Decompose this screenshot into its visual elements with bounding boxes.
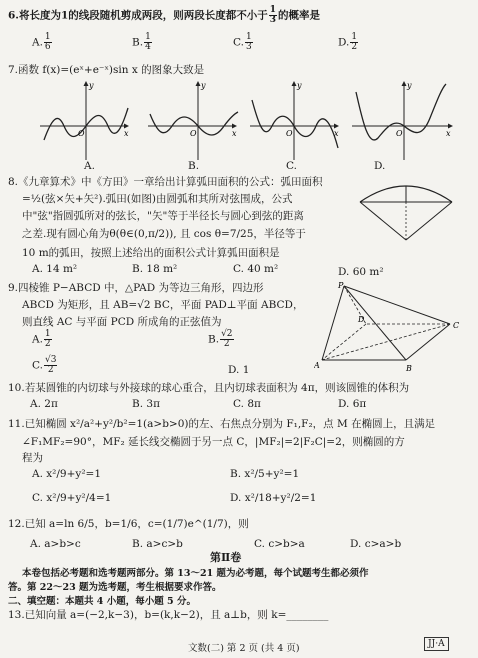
svg-text:O: O bbox=[190, 129, 197, 138]
q9-option-d: D. 1 bbox=[228, 364, 250, 376]
q8-line1: 8.《九章算术》中《方田》一章给出计算弧田面积的公式：弧田面积 bbox=[8, 176, 323, 188]
q11-option-a: A. x²/9+y²=1 bbox=[32, 468, 102, 480]
q6-stem-frac: $\frac{1}{3}$ bbox=[269, 5, 277, 25]
svg-text:y: y bbox=[89, 81, 94, 90]
q11-line3: 程为 bbox=[22, 452, 43, 464]
q6-stem bbox=[8, 6, 320, 25]
q9-pyramid-figure bbox=[314, 280, 464, 376]
q8-option-b: B. 18 m² bbox=[132, 263, 178, 275]
page-footer: 文数(二) 第 2 页 (共 4 页) bbox=[188, 643, 300, 654]
q10-option-d: D. 6π bbox=[338, 398, 367, 410]
q12-option-c: C. c>b>a bbox=[254, 538, 305, 550]
q7-graph-a bbox=[40, 81, 129, 160]
svg-text:O: O bbox=[396, 129, 403, 138]
q8-arc-figure bbox=[356, 176, 456, 244]
q11-line1: 11.已知椭圆 x²/a²+y²/b²=1(a>b>0)的左、右焦点分别为 F₁,F₂，点 M 在椭圆上，且满足 bbox=[8, 418, 436, 430]
svg-text:y: y bbox=[297, 81, 302, 90]
svg-text:O: O bbox=[78, 129, 85, 138]
q9-option-b: B. $\frac{√2}{2}$ bbox=[208, 329, 233, 349]
q7-stem: 7.函数 f(x)=(eˣ+e⁻ˣ)sin x 的图象大致是 bbox=[8, 64, 205, 76]
q6-option-c: C. $\frac{1}{3}$ bbox=[233, 32, 252, 52]
part2-title: 第Ⅱ卷 bbox=[210, 551, 242, 564]
svg-text:x: x bbox=[446, 129, 451, 138]
q10-option-c: C. 8π bbox=[233, 398, 261, 410]
q6-option-b: B. $\frac{1}{4}$ bbox=[132, 32, 151, 52]
q12-option-a: A. a>b>c bbox=[30, 538, 81, 550]
svg-text:P: P bbox=[338, 281, 344, 290]
q10-stem: 10.若某圆锥的内切球与外接球的球心重合，且内切球表面积为 4π，则该圆锥的体积为 bbox=[8, 382, 410, 394]
q10-option-a: A. 2π bbox=[30, 398, 58, 410]
q8-line4: 之差.现有圆心角为θ(θ∈(0,π/2)), 且 cos θ=7/25，半径等于 bbox=[22, 228, 306, 240]
q6-stem-tail: 的概率是 bbox=[278, 9, 321, 22]
q7-graph-c bbox=[250, 81, 339, 160]
q9-line3: 则直线 AC 与平面 PCD 所成角的正弦值为 bbox=[22, 316, 222, 328]
q8-option-a: A. 14 m² bbox=[32, 263, 78, 275]
q7-graph-d bbox=[352, 81, 452, 160]
q11-option-c: C. x²/9+y²/4=1 bbox=[32, 492, 112, 504]
q11-line2: ∠F₁MF₂=90°，MF₂ 延长线交椭圆于另一点 C，|MF₂|=2|F₂C|=2，则椭圆的方 bbox=[22, 436, 405, 448]
part2-note1: 本卷包括必考题和选考题两部分。第 13～21 题为必考题，每个试题考生都必须作 bbox=[22, 568, 369, 579]
svg-text:y: y bbox=[201, 81, 206, 90]
q6-stem-text: 6.将长度为1的线段随机剪成两段，则两段长度都不小于 bbox=[8, 9, 268, 22]
q12-option-d: D. c>a>b bbox=[350, 538, 402, 550]
q8-line2: =½(弦×矢+矢²).弧田(如图)由圆弧和其所对弦围成，公式 bbox=[22, 193, 293, 205]
q7-label-b: B. bbox=[188, 160, 200, 172]
q8-line3: 中"弦"指圆弧所对的弦长，"矢"等于半径长与圆心到弦的距离 bbox=[22, 210, 304, 222]
q7-graphs bbox=[40, 78, 460, 162]
q11-option-b: B. x²/5+y²=1 bbox=[230, 468, 300, 480]
svg-text:x: x bbox=[232, 129, 237, 138]
svg-text:B: B bbox=[406, 364, 412, 373]
q11-option-d: D. x²/18+y²/2=1 bbox=[230, 492, 317, 504]
svg-text:x: x bbox=[124, 129, 129, 138]
part2-note2: 答。第 22～23 题为选考题，考生根据要求作答。 bbox=[8, 582, 222, 593]
fill-blank-section-heading: 二、填空题：本题共 4 小题，每小题 5 分。 bbox=[8, 596, 196, 607]
svg-text:x: x bbox=[334, 129, 339, 138]
q12-option-b: B. a>c>b bbox=[132, 538, 183, 550]
q9-option-c: C. $\frac{√3}{2}$ bbox=[32, 355, 57, 375]
q9-line2: ABCD 为矩形，且 AB=√2 BC，平面 PAD⊥平面 ABCD， bbox=[22, 299, 304, 311]
q8-line5: 10 m的弧田，按照上述给出的面积公式计算弧田面积是 bbox=[22, 247, 280, 259]
q7-graph-b bbox=[148, 81, 238, 160]
q12-stem: 12.已知 a=ln 6/5，b=1/6，c=(1/7)e^(1/7)，则 bbox=[8, 518, 249, 530]
q8-option-d: D. 60 m² bbox=[338, 266, 384, 278]
svg-text:y: y bbox=[407, 81, 412, 90]
svg-text:C: C bbox=[453, 321, 460, 330]
q7-label-a: A. bbox=[84, 160, 95, 172]
q6-option-d: D. $\frac{1}{2}$ bbox=[338, 32, 358, 52]
q10-option-b: B. 3π bbox=[132, 398, 160, 410]
q7-label-c: C. bbox=[286, 160, 297, 172]
svg-text:O: O bbox=[286, 129, 293, 138]
svg-text:A: A bbox=[314, 361, 320, 370]
q8-option-c: C. 40 m² bbox=[233, 263, 279, 275]
q9-option-a: A. $\frac{1}{2}$ bbox=[32, 329, 51, 349]
paper-code-badge: JJ·A bbox=[424, 637, 449, 651]
q7-label-d: D. bbox=[374, 160, 386, 172]
svg-text:D: D bbox=[358, 315, 365, 324]
q13-stem: 13.已知向量 a=(−2,k−3)，b=(k,k−2)，且 a⊥b，则 k=________ bbox=[8, 609, 329, 621]
q9-line1: 9.四棱锥 P−ABCD 中，△PAD 为等边三角形，四边形 bbox=[8, 282, 264, 294]
q6-option-a: A. $\frac{1}{6}$ bbox=[32, 32, 51, 52]
